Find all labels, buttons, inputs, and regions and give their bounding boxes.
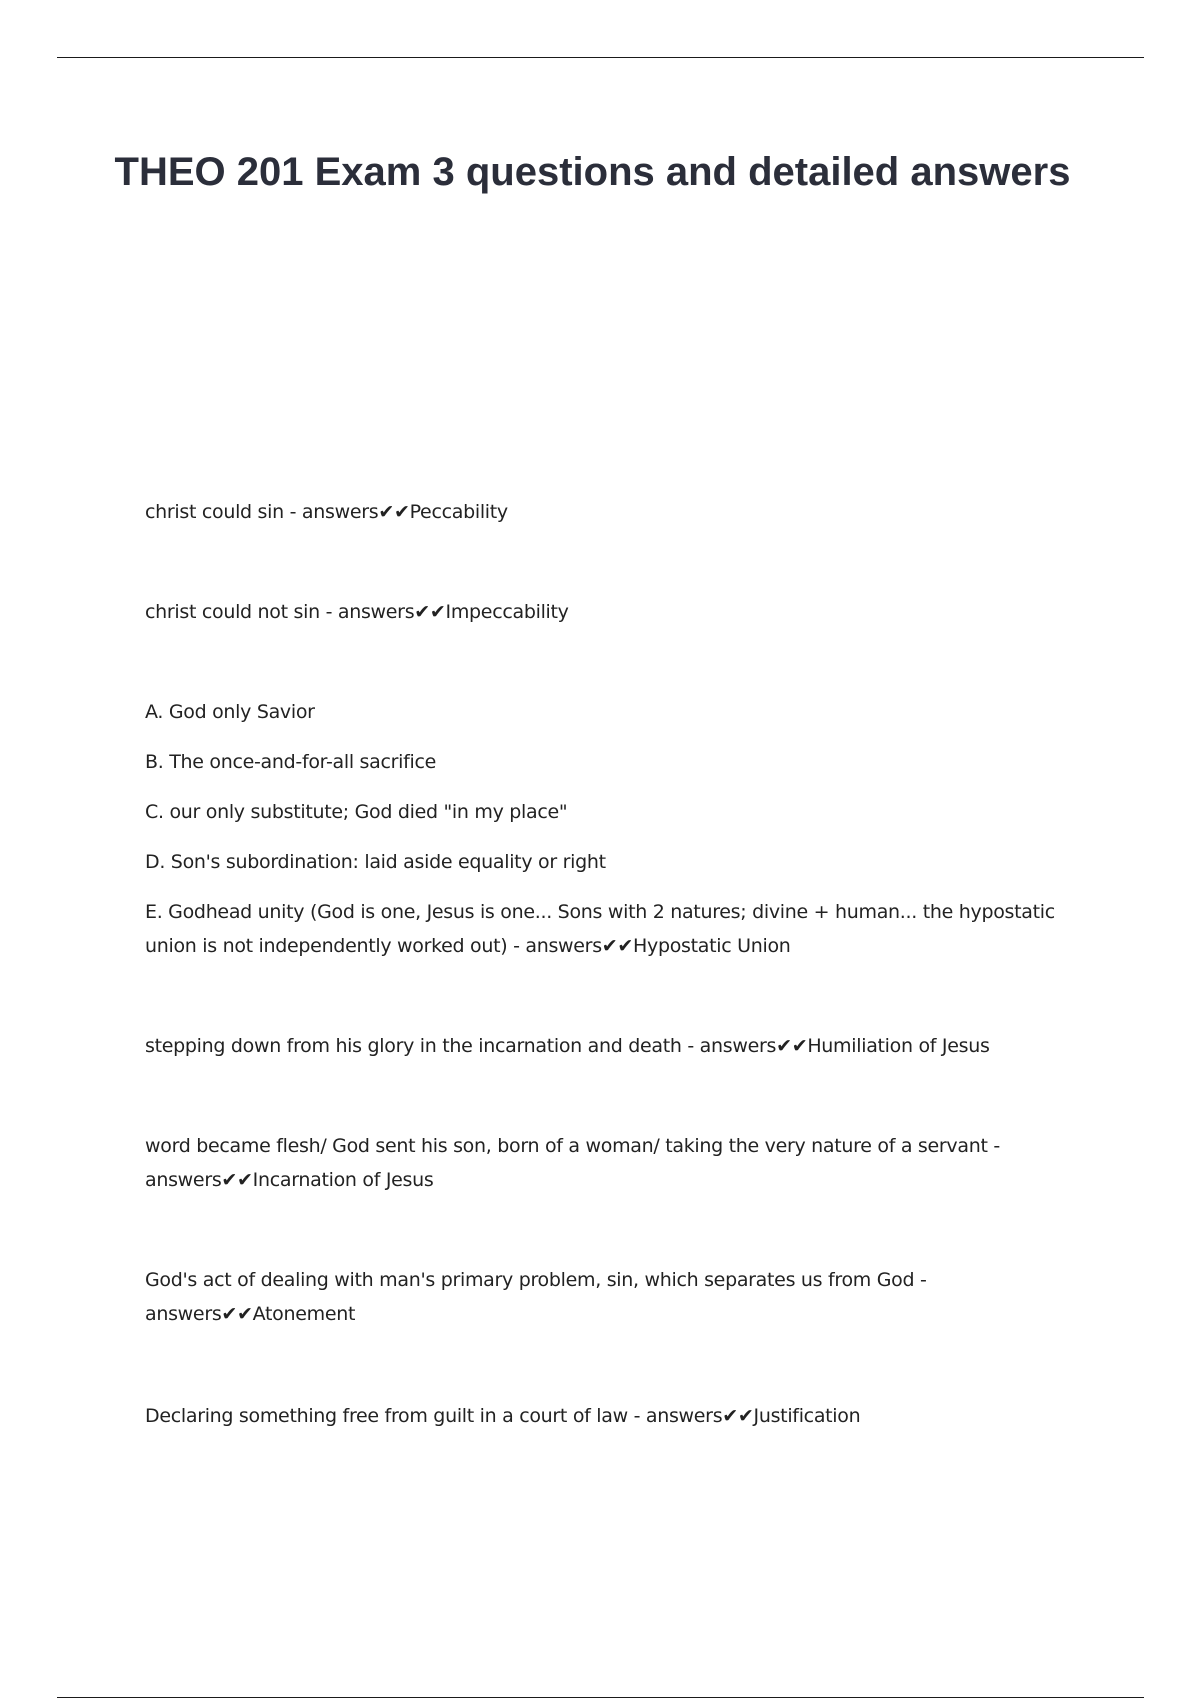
header-rule — [57, 57, 1144, 58]
qa-peccability: christ could sin - answers✔✔Peccability — [145, 501, 508, 523]
list-item-c: C. our only substitute; God died "in my place" — [145, 801, 568, 823]
list-item-b: B. The once-and-for-all sacrifice — [145, 751, 437, 773]
qa-impeccability: christ could not sin - answers✔✔Impeccability — [145, 601, 569, 623]
qa-humiliation: stepping down from his glory in the incarnation and death - answers✔✔Humiliation of Jesus — [145, 1035, 990, 1057]
qa-justification: Declaring something free from guilt in a court of law - answers✔✔Justification — [145, 1405, 861, 1427]
qa-incarnation: word became flesh/ God sent his son, born of a woman/ taking the very nature of a servant - answers✔✔Incarnation of Jesus — [145, 1135, 1000, 1191]
list-item-a: A. God only Savior — [145, 701, 315, 723]
document-title: THEO 201 Exam 3 questions and detailed answers — [114, 150, 1071, 194]
footer-rule — [57, 1697, 1144, 1698]
qa-hypostatic-union: E. Godhead unity (God is one, Jesus is one... Sons with 2 natures; divine + human... the hypostatic union is not independently worked out) - answers✔✔Hypostatic Union — [145, 901, 1055, 957]
list-item-d: D. Son's subordination: laid aside equality or right — [145, 851, 606, 873]
qa-atonement: God's act of dealing with man's primary problem, sin, which separates us from God - answers✔✔Atonement — [145, 1269, 927, 1325]
